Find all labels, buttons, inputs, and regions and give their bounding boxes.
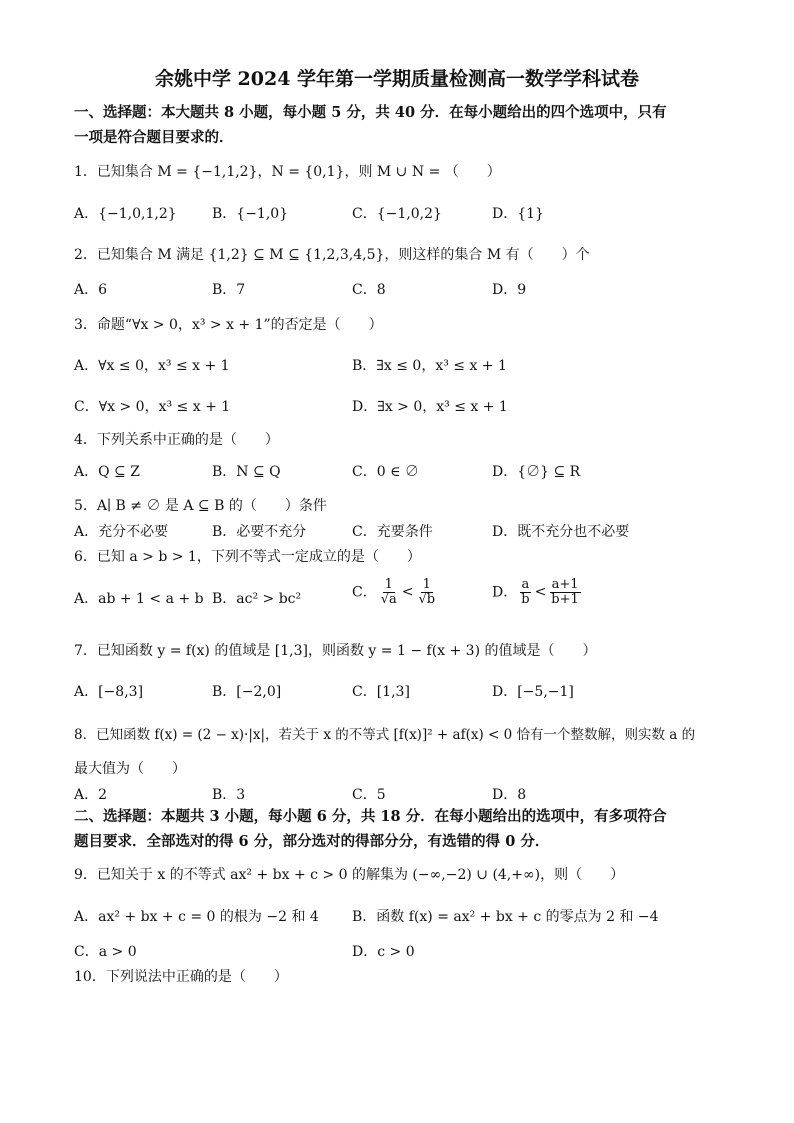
question-4-option-c: C．0 ∈ ∅ [352, 464, 419, 480]
section-2-heading-line-2: 题目要求．全部选对的得 6 分，部分选对的得部分分，有选错的得 0 分． [74, 833, 550, 850]
question-1-option-b: B．{−1,0} [212, 206, 289, 222]
question-7-option-b: B．[−2,0] [212, 684, 282, 700]
question-3-option-c: C．∀x > 0，x³ ≤ x + 1 [74, 399, 231, 415]
question-2-option-c: C．8 [352, 282, 386, 298]
question-6-option-c [352, 578, 439, 608]
question-1-option-a: A．{−1,0,1,2} [74, 206, 177, 222]
question-2-option-b: B．7 [212, 282, 246, 298]
fraction-a-plus-1-over-b-plus-1 [549, 578, 581, 608]
question-1-option-d: D．{1} [492, 206, 544, 222]
question-2-option-a: A．6 [74, 282, 108, 298]
question-4-option-d: D．{∅} ⊆ R [492, 464, 581, 480]
question-8-option-d: D．8 [492, 787, 527, 803]
question-2-option-d: D．9 [492, 282, 527, 298]
question-6-option-a: A．ab + 1 < a + b [74, 591, 204, 607]
question-8-option-c: C．5 [352, 787, 386, 803]
question-7-stem: 7．已知函数 y = f(x) 的值域是 [1,3]，则函数 y = 1 − f(x + 3) 的值域是（ ） [74, 643, 597, 659]
question-3-option-b: B．∃x ≤ 0，x³ ≤ x + 1 [352, 358, 507, 374]
question-9-option-d: D．c > 0 [352, 944, 415, 960]
question-10-stem: 10．下列说法中正确的是（ ） [74, 969, 288, 985]
question-6-stem: 6．已知 a > b > 1，下列不等式一定成立的是（ ） [74, 549, 421, 565]
question-3-stem: 3．命题“∀x > 0，x³ > x + 1”的否定是（ ） [74, 317, 383, 333]
less-than-sign: < [401, 584, 414, 601]
question-5-option-d: D．既不充分也不必要 [492, 524, 630, 540]
fraction-denominator: b [521, 592, 530, 608]
fraction-numerator: 1 [384, 577, 393, 592]
question-9-stem: 9．已知关于 x 的不等式 ax² + bx + c > 0 的解集为 (−∞,−2) ∪ (4,+∞)，则（ ） [74, 867, 625, 883]
question-5-stem: 5．A∣ B ≠ ∅ 是 A ⊆ B 的（ ）条件 [74, 498, 327, 514]
question-1-option-c: C．{−1,0,2} [352, 206, 442, 222]
fraction-numerator: 1 [422, 577, 431, 592]
fraction-numerator: a [521, 577, 530, 592]
question-5-option-a: A．充分不必要 [74, 524, 169, 540]
question-9-option-c: C．a > 0 [74, 944, 137, 960]
fraction-denominator: √b [418, 592, 436, 608]
less-than-sign: < [534, 584, 547, 601]
question-4-option-b: B．N ⊆ Q [212, 464, 281, 480]
question-3-option-d: D．∃x > 0，x³ ≤ x + 1 [352, 399, 508, 415]
question-6-option-b: B．ac² > bc² [212, 591, 302, 607]
question-7-option-a: A．[−8,3] [74, 684, 144, 700]
question-3-option-a: A．∀x ≤ 0，x³ ≤ x + 1 [74, 358, 230, 374]
question-8-stem-line-2: 最大值为（ ） [74, 761, 186, 777]
question-2-stem: 2．已知集合 M 满足 {1,2} ⊆ M ⊆ {1,2,3,4,5}，则这样的集合 M 有（ ）个 [74, 247, 590, 263]
question-4-stem: 4．下列关系中正确的是（ ） [74, 432, 279, 448]
question-5-option-c: C．充要条件 [352, 524, 433, 540]
question-8-option-a: A．2 [74, 787, 108, 803]
question-7-option-c: C．[1,3] [352, 684, 410, 700]
question-5-option-b: B．必要不充分 [212, 524, 307, 540]
question-9-option-b: B．函数 f(x) = ax² + bx + c 的零点为 2 和 −4 [352, 909, 659, 925]
section-1-heading-line-1: 一、选择题：本大题共 8 小题，每小题 5 分，共 40 分．在每小题给出的四个选项中，只有 [74, 104, 667, 121]
question-6-option-c-label: C． [352, 584, 377, 601]
fraction-1-over-sqrt-b [417, 578, 438, 608]
fraction-numerator: a+1 [551, 577, 579, 592]
question-6-option-d [492, 578, 583, 608]
question-7-option-d: D．[−5,−1] [492, 684, 574, 700]
question-8-stem-line-1: 8．已知函数 f(x) = (2 − x)·|x|，若关于 x 的不等式 [f(x)]² + af(x) < 0 恰有一个整数解，则实数 a 的 [74, 727, 696, 743]
question-4-option-a: A．Q ⊆ Z [74, 464, 140, 480]
fraction-a-over-b [519, 578, 531, 608]
question-8-option-b: B．3 [212, 787, 246, 803]
fraction-denominator: √a [380, 592, 397, 608]
section-2-heading-line-1: 二、选择题：本题共 3 小题，每小题 6 分，共 18 分．在每小题给出的选项中，有多项符合 [74, 808, 667, 825]
question-1-stem: 1．已知集合 M = {−1,1,2}，N = {0,1}，则 M ∪ N = （ ） [74, 164, 501, 180]
fraction-1-over-sqrt-a [379, 578, 399, 608]
exam-title: 余姚中学 2024 学年第一学期质量检测高一数学学科试卷 [154, 68, 640, 90]
question-6-option-d-label: D． [492, 584, 518, 601]
fraction-denominator: b+1 [551, 592, 579, 608]
section-1-heading-line-2: 一项是符合题目要求的． [74, 129, 234, 146]
question-9-option-a: A．ax² + bx + c = 0 的根为 −2 和 4 [74, 909, 319, 925]
